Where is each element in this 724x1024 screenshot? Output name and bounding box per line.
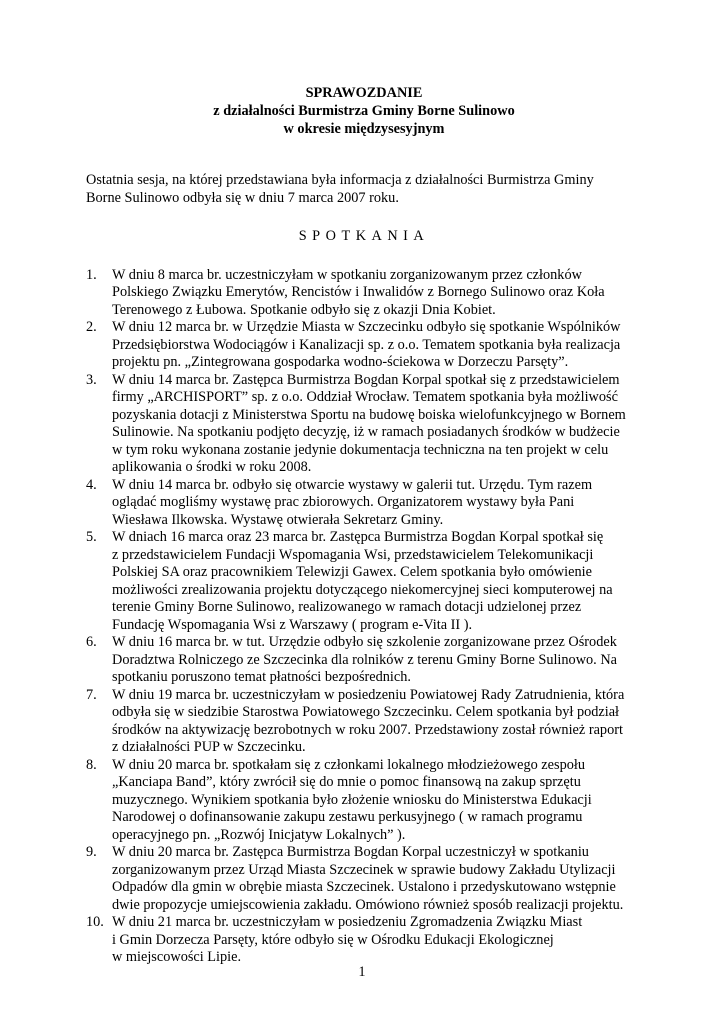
list-item-line: operacyjnego pn. „Rozwój Inicjatyw Lokalnych” ). — [112, 826, 406, 843]
list-item-line: W dniu 19 marca br. uczestniczyłam w posiedzeniu Powiatowej Rady Zatrudnienia, która — [112, 686, 625, 703]
list-item — [86, 687, 642, 757]
list-item-line: W dniu 16 marca br. w tut. Urzędzie odbyło się szkolenie zorganizowane przez Ośrodek — [112, 634, 617, 650]
list-item-line: W dniu 14 marca br. odbyło się otwarcie wystawy w galerii tut. Urzędu. Tym razem — [112, 476, 593, 493]
list-item-line: odbyła się w siedzibie Starostwa Powiatowego Szczecinku. Celem spotkania był podział — [112, 704, 620, 720]
list-item-line: terenie Gminy Borne Sulinowo, realizowanego w ramach dotacji udzielonej przez — [112, 599, 582, 615]
list-item-line: środków na aktywizację bezrobotnych w roku 2007. Przedstawiony został również raport — [112, 721, 623, 738]
list-item-line: pozyskania dotacji z Ministerstwa Sportu na budowę boiska wielofunkcyjnego w Bornem — [112, 406, 626, 423]
intro-line: Ostatnia sesja, na której przedstawiana była informacja z działalności Burmistrza Gminy — [86, 172, 594, 188]
list-item — [86, 757, 642, 845]
list-item-line: z działalności PUP w Szczecinku. — [112, 739, 306, 755]
list-item-number: 3. — [86, 371, 97, 388]
list-item-number: 8. — [86, 756, 97, 773]
list-item-line: dwie propozycje umiejscowienia zakładu. Omówiono również sposób realizacji projektu. — [112, 896, 624, 913]
list-item-line: Doradztwa Rolniczego ze Szczecinka dla rolników z terenu Gminy Borne Sulinowo. Na — [112, 651, 617, 668]
list-item-line: muzycznego. Wynikiem spotkania było złożenie wniosku do Ministerstwa Edukacji — [112, 791, 592, 808]
list-item-line: „Kanciapa Band”, który zwrócił się do mnie o pomoc finansową na zakup sprzętu — [112, 774, 581, 790]
list-item — [86, 267, 642, 320]
list-item-line: Wiesława Ilkowska. Wystawę otwierała Sekretarz Gminy. — [112, 511, 444, 528]
list-item-line: W dniach 16 marca oraz 23 marca br. Zastępca Burmistrza Bogdan Korpal spotkał się — [112, 529, 604, 545]
list-item — [86, 634, 642, 687]
list-item-line: w miejscowości Lipie. — [112, 949, 242, 965]
list-item-number: 5. — [86, 529, 97, 545]
list-item-line: Przedsiębiorstwa Wodociągów i Kanalizacji sp. z o.o. Tematem spotkania była realizacja — [112, 336, 621, 353]
document-period: w okresie międzysesyjnym — [283, 121, 445, 137]
list-item-number: 4. — [86, 476, 97, 493]
list-item-line: oglądać mogliśmy wystawę prac zbiorowych. Organizatorem wystawy była Pani — [112, 494, 575, 510]
list-item-line: W dniu 12 marca br. w Urzędzie Miasta w Szczecinku odbyło się spotkanie Wspólników — [112, 319, 621, 335]
list-item-line: Sulinowie. Na spotkaniu podjęto decyzję, iż w ramach posiadanych środków w budżecie — [112, 424, 620, 440]
list-item-line: aplikowania o środki w roku 2008. — [112, 459, 312, 475]
list-item — [86, 319, 642, 372]
list-item-line: Narodowej o dofinansowanie zakupu zestawu perkusyjnego ( w ramach programu — [112, 809, 583, 825]
list-item-line: projektu pn. „Zintegrowana gospodarka wodno-ściekowa w Dorzeczu Parsęty”. — [112, 354, 569, 370]
list-item — [86, 477, 642, 530]
list-item-line: Polskiego Związku Emerytów, Rencistów i Inwalidów z Bornego Sulinowo oraz Koła — [112, 284, 605, 300]
list-item-line: możliwości zrealizowania projektu dotyczącego niekomercyjnej sieci komputerowej na — [112, 581, 613, 598]
list-item-line: Terenowego z Łubowa. Spotkanie odbyło się z okazji Dnia Kobiet. — [112, 301, 496, 318]
list-item-line: Polskiej SA oraz pracownikiem Telewizji Gawex. Celem spotkania było omówienie — [112, 564, 592, 580]
list-item-line: i Gmin Dorzecza Parsęty, które odbyło się w Ośrodku Edukacji Ekologicznej — [112, 931, 554, 948]
list-item-number: 9. — [86, 844, 97, 860]
list-item-line: w tym roku wykonana zostanie jedynie dokumentacja techniczna na ten projekt w celu — [112, 441, 609, 458]
list-item — [86, 372, 642, 477]
list-item-line: W dniu 21 marca br. uczestniczyłam w posiedzeniu Zgromadzenia Związku Miast — [112, 914, 583, 930]
list-item-number: 6. — [86, 634, 97, 650]
document-page — [86, 84, 642, 967]
list-item-number: 10. — [86, 914, 104, 930]
document-title: SPRAWOZDANIE — [305, 85, 423, 101]
list-item — [86, 844, 642, 914]
list-item — [86, 529, 642, 634]
meetings-list — [86, 267, 642, 967]
list-item-line: Fundację Wspomagania Wsi z Warszawy ( program e-Vita II ). — [112, 616, 473, 633]
section-title: SPOTKANIA — [298, 228, 430, 244]
list-item-number: 7. — [86, 686, 97, 703]
list-item-line: zorganizowanym przez Urząd Miasta Szczecinek w sprawie budowy Zakładu Utylizacji — [112, 861, 616, 878]
intro-paragraph — [86, 172, 642, 207]
intro-line: Borne Sulinowo odbyła się w dniu 7 marca 2007 roku. — [86, 189, 399, 206]
document-header — [86, 84, 642, 138]
page-number: 1 — [358, 964, 366, 980]
document-subtitle: z działalności Burmistrza Gminy Borne Sulinowo — [213, 103, 515, 119]
list-item-number: 1. — [86, 266, 97, 283]
list-item-line: W dniu 20 marca br. Zastępca Burmistrza Bogdan Korpal uczestniczył w spotkaniu — [112, 844, 589, 860]
list-item-line: z przedstawicielem Fundacji Wspomagania Wsi, przedstawicielem Telekomunikacji — [112, 546, 594, 563]
list-item — [86, 914, 642, 967]
list-item-line: W dniu 8 marca br. uczestniczyłam w spotkaniu zorganizowanym przez członków — [112, 266, 582, 283]
list-item-line: W dniu 20 marca br. spotkałam się z członkami lokalnego młodzieżowego zespołu — [112, 756, 585, 773]
list-item-line: spotkaniu poruszono temat płatności bezpośrednich. — [112, 669, 411, 685]
list-item-number: 2. — [86, 319, 97, 335]
list-item-line: W dniu 14 marca br. Zastępca Burmistrza Bogdan Korpal spotkał się z przedstawicielem — [112, 371, 620, 388]
list-item-line: Odpadów dla gmin w obrębie miasta Szczecinek. Ustalono i przedyskutowano wstępnie — [112, 879, 616, 895]
list-item-line: firmy „ARCHISPORT” sp. z o.o. Oddział Wrocław. Tematem spotkania była możliwość — [112, 389, 618, 405]
